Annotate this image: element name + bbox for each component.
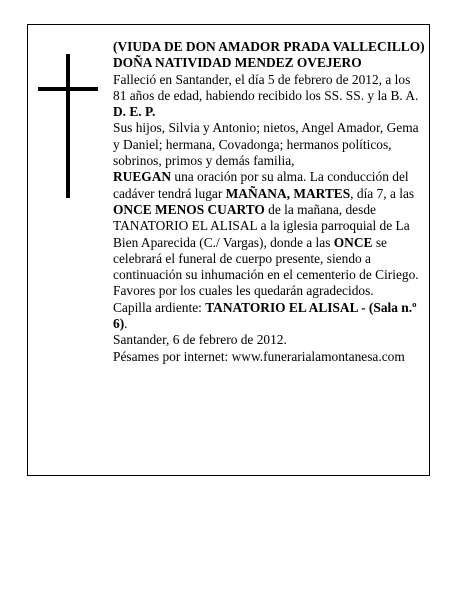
funeral-request bbox=[113, 169, 426, 299]
manana-word: MAÑANA bbox=[225, 185, 287, 201]
death-notice: Falleció en Santander, el día 5 de febrero de 2012, a los 81 años de edad, habiendo recibido los SS. SS. y la B. A. bbox=[113, 71, 419, 103]
cross-vertical-bar bbox=[66, 54, 70, 198]
obituary-text bbox=[113, 39, 426, 365]
once-word: ONCE bbox=[333, 234, 373, 250]
deceased-name: DOÑA NATIVIDAD MENDEZ OVEJERO bbox=[113, 55, 362, 71]
family-list: Sus hijos, Silvia y Antonio; nietos, Angel Amador, Gema y Daniel; hermana, Covadonga; hermanos políticos, sobrinos, primos y demás familia, bbox=[113, 120, 419, 169]
request-text-1: una oración por su alma. La conducción del cadáver tendrá lugar bbox=[113, 169, 409, 201]
cross-horizontal-bar bbox=[38, 87, 98, 91]
martes-word: MARTES bbox=[293, 185, 351, 201]
condolences-line: Pésames por internet: www.funerarialamontanesa.com bbox=[113, 348, 405, 364]
dep-line: D. E. P. bbox=[113, 104, 156, 120]
request-text-4: se celebrará el funeral de cuerpo presente, siendo a continuación su inhumación en el cementerio de Ciriego. Favores por los cuales les quedarán agradecidos. bbox=[113, 234, 419, 299]
chapel-venue: TANATORIO EL ALISAL - (Sala n.º 6) bbox=[113, 299, 417, 332]
chapel-label: Capilla ardiente: bbox=[113, 299, 206, 315]
chapel-line bbox=[113, 300, 426, 333]
request-separator: , bbox=[286, 185, 294, 201]
latin-cross-icon bbox=[38, 54, 98, 198]
chapel-end: . bbox=[124, 316, 128, 332]
request-text-3: de la mañana, desde TANATORIO EL ALISAL a la iglesia parroquial de La Bien Aparecida (C./ Vargas), donde a las bbox=[113, 201, 410, 250]
funeral-time: ONCE MENOS CUARTO bbox=[113, 201, 265, 217]
ruegan-word: RUEGAN bbox=[113, 169, 172, 185]
date-line: Santander, 6 de febrero de 2012. bbox=[113, 332, 287, 348]
widow-line: (VIUDA DE DON AMADOR PRADA VALLECILLO) bbox=[113, 39, 425, 54]
request-text-2: , día 7, a las bbox=[350, 185, 415, 201]
